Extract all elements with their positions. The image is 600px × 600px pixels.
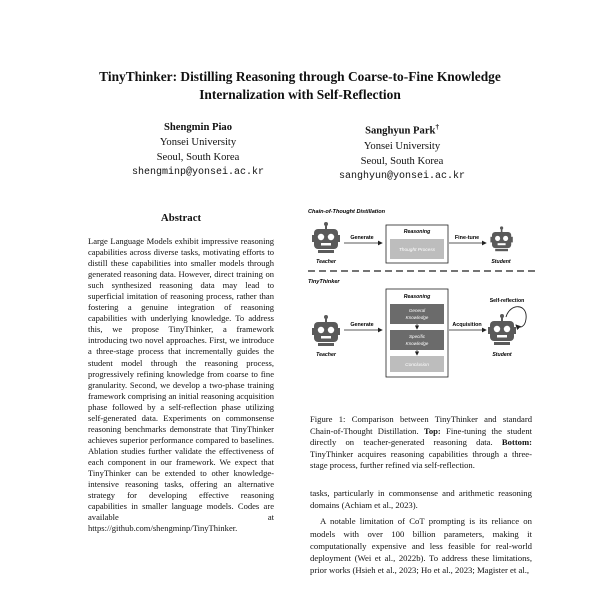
- caption-text-3: TinyThinker acquires reasoning capabilities through a three-stage process, further refined via self-reflection.: [310, 448, 532, 470]
- general-knowledge-line-2: Knowledge: [405, 315, 429, 320]
- abstract-text: Large Language Models exhibit impressive reasoning capabilities across diverse tasks, motivating efforts to distill these capabilities into smaller models through generated reasoning data. However, direct training on such synthesized reasoning data may lead to superficial imitation of reasoning process, rather than fostering a genuine integration of reasoning capabilities with underlying knowledge. To address this, we propose TinyThinker, a framework introducing two novel approaches. First, we introduce a three-stage process that incrementally guides the student model through the reasoning process, progressively refining knowledge from coarse to fine granularity. Second, we develop a two-phase training framework comprising an initial reasoning acquisition phase followed by a self-reflection phase utilizing self-generated data. Experiments on commonsense reasoning benchmarks demonstrate that TinyThinker achieves superior performance compared to baselines. Ablation studies further validate the effectiveness of each component in our framework. We expect that TinyThinker can be extended to other knowledge-intensive reasoning tasks, offering an alternative strategy for developing effective reasoning capabilities in smaller language models. Codes are available at https://github.com/shengminp/TinyThinker.: [88, 236, 274, 534]
- teacher-robot-icon: [312, 315, 340, 346]
- teacher-label: Teacher: [316, 259, 336, 265]
- teacher-label: Teacher: [316, 352, 336, 358]
- generate-label: Generate: [350, 235, 374, 241]
- body-paragraph-1: tasks, particularly in commonsense and arithmetic reasoning domains (Achiam et al., 2023).: [310, 488, 532, 511]
- specific-knowledge-line-2: Knowledge: [405, 341, 429, 346]
- caption-top-bold: Top:: [423, 425, 441, 436]
- generate-label: Generate: [350, 322, 374, 328]
- author-email[interactable]: sanghyun@yonsei.ac.kr: [338, 170, 466, 182]
- reasoning-label: Reasoning: [403, 229, 431, 235]
- title-line-1: TinyThinker: Distilling Reasoning through Coarse-to-Fine Knowledge: [99, 69, 501, 84]
- conclusion-label: Conclusion: [405, 363, 429, 368]
- author-name-text: Sanghyun Park: [365, 125, 436, 137]
- caption-text-2: Fine-tuning the student directly on teacher-generated reasoning data.: [310, 425, 532, 447]
- general-knowledge-line-1: General: [408, 308, 426, 313]
- author-name: [302, 120, 502, 139]
- author-affiliation: Yonsei University: [159, 137, 237, 148]
- teacher-robot-icon: [312, 222, 340, 253]
- author-email[interactable]: shengminp@yonsei.ac.kr: [131, 167, 265, 178]
- author-name: Shengmin Piao: [164, 122, 232, 133]
- student-robot-icon: [490, 226, 512, 251]
- bottom-section-label: TinyThinker: [308, 279, 340, 285]
- author-2: [302, 120, 502, 184]
- abstract-heading: Abstract: [160, 212, 202, 224]
- title-line-2: Internalization with Self-Reflection: [199, 87, 401, 102]
- author-mark: †: [435, 123, 439, 131]
- author-affiliation: Yonsei University: [363, 140, 441, 152]
- student-label: Student: [491, 259, 511, 265]
- body-text: [310, 487, 532, 576]
- paper-title: [40, 68, 560, 104]
- author-location: Seoul, South Korea: [156, 152, 240, 163]
- author-1: [98, 120, 298, 180]
- self-reflection-label: Self-reflection: [489, 298, 525, 304]
- figure-caption: [310, 414, 532, 472]
- acquisition-label: Acquisition: [452, 322, 482, 328]
- reasoning-label: Reasoning: [403, 294, 431, 300]
- caption-bottom-bold: Bottom:: [501, 437, 532, 447]
- figure-1: [306, 203, 538, 403]
- author-location: Seoul, South Korea: [360, 155, 444, 167]
- caption-text-1: Comparison between TinyThinker and standard Chain-of-Thought Distillation.: [310, 414, 532, 436]
- student-robot-icon: [488, 314, 516, 345]
- general-knowledge-box: [390, 304, 444, 324]
- top-section-label: Chain-of-Thought Distillation: [308, 209, 386, 215]
- thought-process-label: Thought Process: [398, 248, 436, 253]
- student-label: Student: [492, 352, 512, 358]
- body-paragraph-2: A notable limitation of CoT prompting is its reliance on models with over 100 billion parameters, making it computationally expensive and less feasible for real-world deployment (Wei et al., 2022b). To address these limitations, prior works (Hsieh et al., 2023; Ho et al., 2023; Magister et al.,: [310, 516, 532, 576]
- caption-label: Figure 1:: [310, 414, 346, 424]
- specific-knowledge-box: [390, 330, 444, 350]
- specific-knowledge-line-1: Specific: [408, 334, 426, 339]
- fine-tune-label: Fine-tune: [454, 235, 480, 241]
